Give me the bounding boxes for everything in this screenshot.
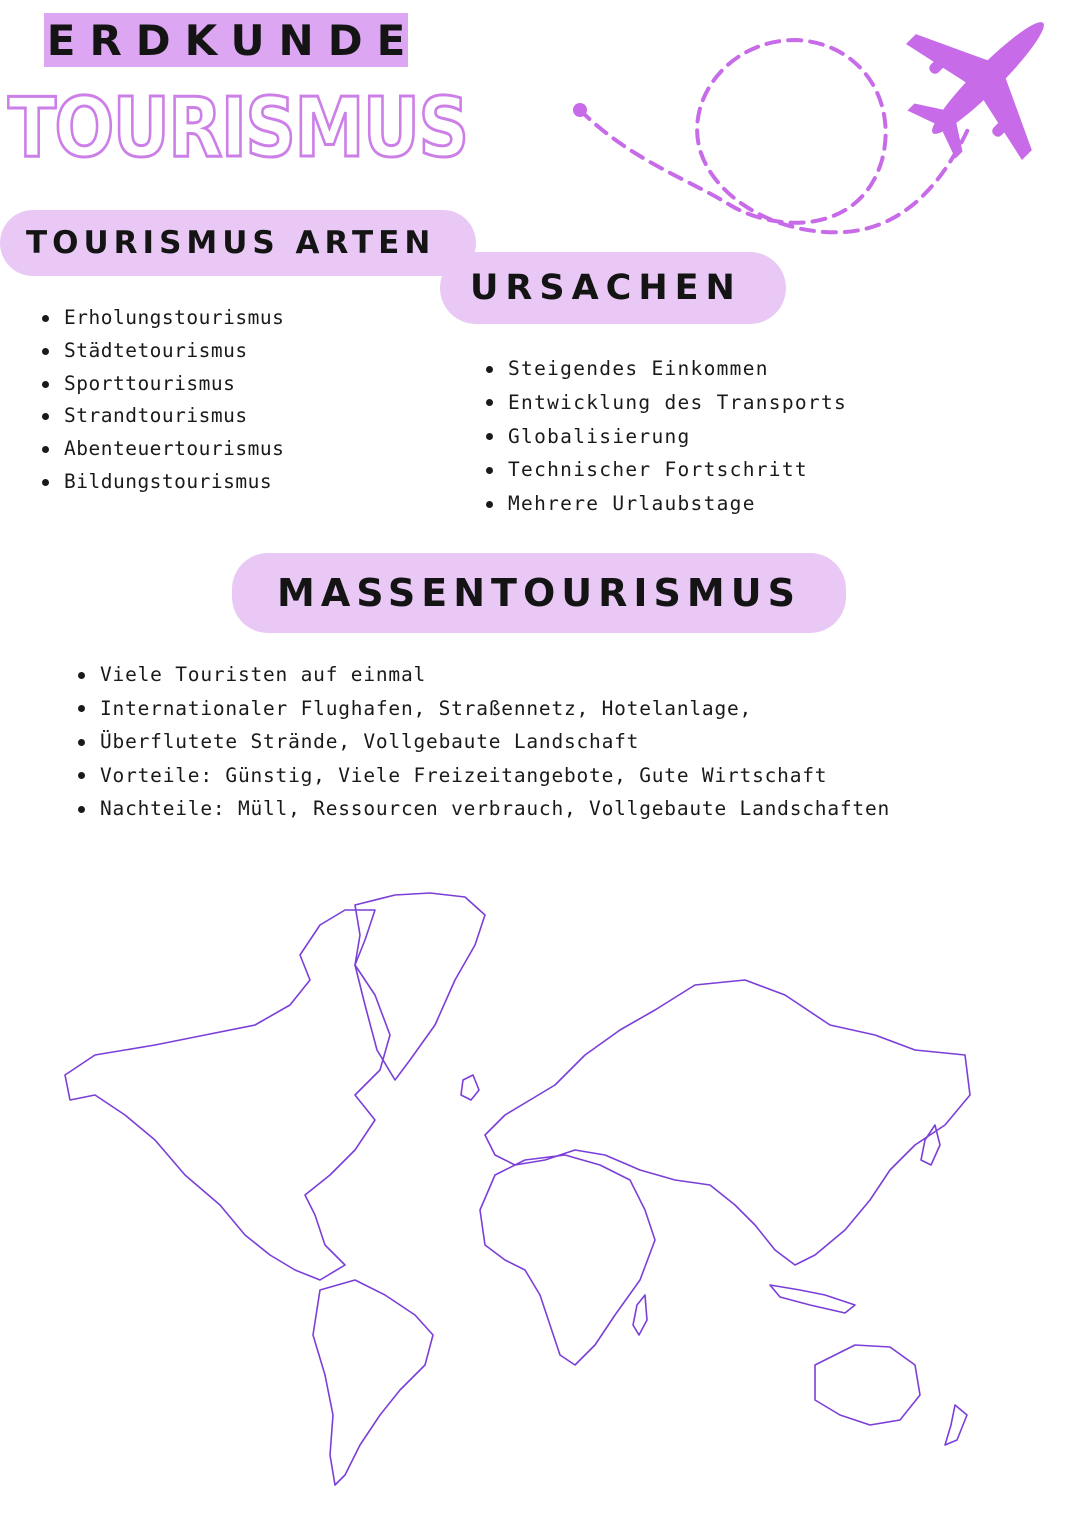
causes-list [486,352,847,521]
japan-outline [921,1125,940,1165]
list-item: Entwicklung des Transports [486,386,847,420]
mass-tourism-heading: MASSENTOURISMUS [232,553,846,633]
list-item: Abenteuertourismus [42,433,284,466]
north-america-outline [65,910,390,1280]
list-item: Nachteile: Müll, Ressourcen verbrauch, Vollgebaute Landschaften [78,792,780,826]
south-america-outline [313,1280,433,1485]
uk-outline [461,1075,479,1100]
africa-outline [480,1155,655,1365]
list-item: Bildungstourismus [42,466,284,499]
list-item: Vorteile: Günstig, Viele Freizeitangebote, Gute Wirtschaft [78,759,780,793]
madagascar-outline [633,1295,647,1335]
list-item: Steigendes Einkommen [486,352,847,386]
list-item: Überflutete Strände, Vollgebaute Landschaft [78,725,780,759]
types-heading: TOURISMUS ARTEN [0,210,476,276]
list-item: Mehrere Urlaubstage [486,487,847,521]
europe-asia-outline [485,980,970,1265]
list-item: Erholungstourismus [42,302,284,335]
flight-start-dot [573,103,587,117]
list-item: Internationaler Flughafen, Straßennetz, Hotelanlage, [78,692,780,726]
world-map-outline [55,885,985,1495]
new-zealand-outline [945,1405,967,1445]
airplane-icon [873,0,1060,193]
page-title: TOURISMUS [8,81,468,176]
flight-decoration [560,0,1060,250]
indonesia-outline [770,1285,855,1313]
list-item: Globalisierung [486,420,847,454]
list-item: Technischer Fortschritt [486,453,847,487]
greenland-outline [355,893,485,1080]
dashed-flight-path [580,40,970,232]
list-item: Strandtourismus [42,400,284,433]
types-list [42,302,284,499]
list-item: Viele Touristen auf einmal [78,658,780,692]
causes-heading: URSACHEN [440,252,786,324]
list-item: Städtetourismus [42,335,284,368]
subject-label: ERDKUNDE [44,13,408,67]
list-item: Sporttourismus [42,368,284,401]
australia-outline [815,1345,920,1425]
mass-tourism-list [78,658,891,826]
